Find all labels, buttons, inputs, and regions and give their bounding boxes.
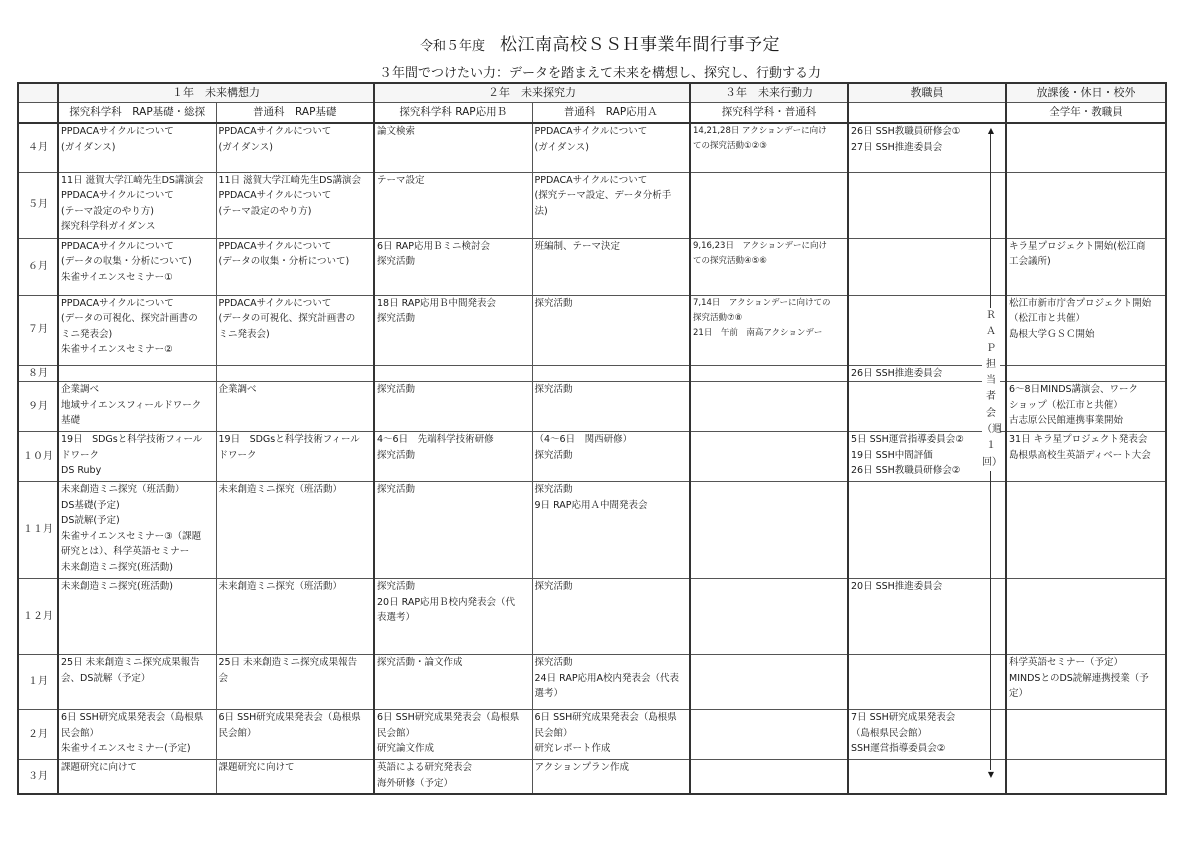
month-label: １２月 [18, 579, 58, 655]
cell-g2-science: 探究活動・論文作成 [374, 655, 532, 710]
cell-staff: 5日 SSH運営指導委員会② 19日 SSH中間評価 26日 SSH教職員研修会② [848, 432, 1006, 482]
cell-g1-general: 19日 SDGsと科学技術フィール ドワーク [216, 432, 374, 482]
header-grade3: ３年 未来行動力 [690, 83, 848, 102]
cell-g1-general [216, 365, 374, 382]
month-label: １１月 [18, 482, 58, 579]
cell-g1-science: 企業調べ 地域サイエンスフィールドワーク 基礎 [58, 382, 216, 432]
cell-g2-general: 探究活動 [532, 295, 690, 365]
page-title: 松江南高校ＳＳＨ事業年間行事予定 [500, 35, 781, 55]
month-label: ６月 [18, 238, 58, 295]
cell-g3: 9,16,23日 アクションデーに向け ての探究活動④⑤⑥ [690, 238, 848, 295]
month-label: ５月 [18, 172, 58, 238]
page-subtitle: ３年間でつけたい力：データを踏まえて未来を構想し、探究し、行動する力 [378, 66, 821, 81]
cell-g1-science: PPDACAサイクルについて (データの可視化、探究計画書の ミニ発表会) 朱雀サイエンスセミナー② [58, 295, 216, 365]
cell-after-school [1006, 760, 1166, 794]
month-label: ８月 [18, 365, 58, 382]
cell-after-school [1006, 172, 1166, 238]
cell-g3 [690, 579, 848, 655]
header-after-school: 放課後・休日・校外 [1006, 83, 1166, 102]
cell-g3: 14,21,28日 アクションデーに向け ての探究活動①②③ [690, 123, 848, 172]
cell-g3 [690, 365, 848, 382]
cell-g2-science: 探究活動 [374, 482, 532, 579]
cell-g1-science [58, 365, 216, 382]
cell-g2-general: 探究活動 9日 RAP応用Ａ中間発表会 [532, 482, 690, 579]
rap-meeting-span [982, 126, 1002, 779]
cell-g3 [690, 482, 848, 579]
cell-staff: 26日 SSH教職員研修会① 27日 SSH推進委員会 [848, 123, 1006, 172]
arrow-up-icon: ▲ [987, 126, 995, 135]
header-g2-science: 探究科学科 RAP応用Ｂ [374, 102, 532, 123]
header-row-courses [18, 102, 1166, 123]
header-grade1: １年 未来構想力 [58, 83, 374, 102]
cell-g1-general: 6日 SSH研究成果発表会（島根県 民会館） [216, 710, 374, 760]
cell-g3: 7,14日 アクションデーに向けての 探究活動⑦⑧ 21日 午前 南高アクションデー [690, 295, 848, 365]
cell-g2-science: 英語による研究発表会 海外研修（予定） [374, 760, 532, 794]
cell-g3 [690, 432, 848, 482]
cell-staff [848, 172, 1006, 238]
document-title-line [0, 30, 1200, 55]
cell-g1-science: 未来創造ミニ探究(班活動) [58, 579, 216, 655]
header-row-grades [18, 83, 1166, 102]
cell-g2-general: 探究活動 [532, 579, 690, 655]
cell-g2-science: 6日 RAP応用Ｂミニ検討会 探究活動 [374, 238, 532, 295]
header-g1-general: 普通科 RAP基礎 [216, 102, 374, 123]
month-label: １月 [18, 655, 58, 710]
cell-g1-general: PPDACAサイクルについて (データの可視化、探究計画書の ミニ発表会) [216, 295, 374, 365]
cell-g1-general: 未来創造ミニ探究（班活動） [216, 579, 374, 655]
cell-g2-science [374, 365, 532, 382]
month-label: ３月 [18, 760, 58, 794]
cell-g2-general: PPDACAサイクルについて (ガイダンス) [532, 123, 690, 172]
cell-g3 [690, 760, 848, 794]
month-label: ２月 [18, 710, 58, 760]
header-g2-general: 普通科 RAP応用Ａ [532, 102, 690, 123]
cell-after-school [1006, 123, 1166, 172]
cell-g2-general: アクションプラン作成 [532, 760, 690, 794]
cell-after-school [1006, 365, 1166, 382]
cell-g1-general: 11日 滋賀大学江崎先生DS講演会 PPDACAサイクルについて (テーマ設定のやり方) [216, 172, 374, 238]
cell-after-school: 31日 キラ星プロジェクト発表会 島根県高校生英語ディベート大会 [1006, 432, 1166, 482]
cell-g3 [690, 655, 848, 710]
cell-g2-general: 6日 SSH研究成果発表会（島根県 民会館） 研究レポート作成 [532, 710, 690, 760]
cell-g1-general: PPDACAサイクルについて (データの収集・分析について) [216, 238, 374, 295]
cell-g2-general: PPDACAサイクルについて (探究テーマ設定、データ分析手 法) [532, 172, 690, 238]
cell-after-school: 6～8日MINDS講演会、ワーク ショップ（松江市と共催） 古志原公民館連携事業開始 [1006, 382, 1166, 432]
corner-cell [18, 102, 58, 123]
header-g3-all: 探究科学科・普通科 [690, 102, 848, 123]
cell-g2-science: テーマ設定 [374, 172, 532, 238]
header-grade2: ２年 未来探究力 [374, 83, 690, 102]
cell-g2-science: 18日 RAP応用Ｂ中間発表会 探究活動 [374, 295, 532, 365]
arrow-down-icon: ▼ [987, 770, 995, 779]
cell-g1-science: 6日 SSH研究成果発表会（島根県 民会館） 朱雀サイエンスセミナー(予定) [58, 710, 216, 760]
cell-g2-general: （4～6日 関西研修） 探究活動 [532, 432, 690, 482]
cell-g1-general: 未来創造ミニ探究（班活動） [216, 482, 374, 579]
cell-g1-science: PPDACAサイクルについて (データの収集・分析について) 朱雀サイエンスセミナー① [58, 238, 216, 295]
cell-g2-general: 探究活動 24日 RAP応用A校内発表会（代表 選考） [532, 655, 690, 710]
cell-staff [848, 760, 1006, 794]
month-label: ４月 [18, 123, 58, 172]
cell-g3 [690, 710, 848, 760]
cell-staff [848, 482, 1006, 579]
cell-g3 [690, 382, 848, 432]
rap-meeting-label: ＲＡＰ担当者会（週１回） [982, 308, 1000, 471]
cell-staff: 20日 SSH推進委員会 [848, 579, 1006, 655]
cell-after-school [1006, 710, 1166, 760]
cell-g1-science: 19日 SDGsと科学技術フィール ドワーク DS Ruby [58, 432, 216, 482]
cell-g2-science: 4～6日 先端科学技術研修 探究活動 [374, 432, 532, 482]
cell-g1-science: 25日 未来創造ミニ探究成果報告 会、DS読解（予定） [58, 655, 216, 710]
cell-g1-general: 25日 未来創造ミニ探究成果報告 会 [216, 655, 374, 710]
cell-g2-general: 探究活動 [532, 382, 690, 432]
cell-g2-science: 探究活動 20日 RAP応用Ｂ校内発表会（代 表選考） [374, 579, 532, 655]
cell-staff [848, 238, 1006, 295]
cell-staff: 7日 SSH研究成果発表会 （島根県民会館） SSH運営指導委員会② [848, 710, 1006, 760]
cell-g3 [690, 172, 848, 238]
cell-g2-science: 6日 SSH研究成果発表会（島根県 民会館） 研究論文作成 [374, 710, 532, 760]
cell-staff [848, 655, 1006, 710]
cell-g1-general: PPDACAサイクルについて (ガイダンス) [216, 123, 374, 172]
cell-g2-general: 班編制、テーマ決定 [532, 238, 690, 295]
cell-g1-science: 11日 滋賀大学江崎先生DS講演会 PPDACAサイクルについて (テーマ設定のやり方) 探究科学科ガイダンス [58, 172, 216, 238]
month-label: １０月 [18, 432, 58, 482]
fiscal-year: 令和５年度 [419, 39, 485, 54]
header-after-sub: 全学年・教職員 [1006, 102, 1166, 123]
cell-g1-science: PPDACAサイクルについて (ガイダンス) [58, 123, 216, 172]
cell-g2-general [532, 365, 690, 382]
month-label: ７月 [18, 295, 58, 365]
cell-g2-science: 探究活動 [374, 382, 532, 432]
cell-g1-general: 企業調べ [216, 382, 374, 432]
month-label: ９月 [18, 382, 58, 432]
cell-after-school: 科学英語セミナー（予定） MINDSとのDS読解連携授業（予 定） [1006, 655, 1166, 710]
cell-after-school [1006, 482, 1166, 579]
cell-g1-science: 未来創造ミニ探究（班活動） DS基礎(予定) DS読解(予定) 朱雀サイエンスセミナー③（課題 研究とは）、科学英語セミナー 未来創造ミニ探究(班活動) [58, 482, 216, 579]
cell-after-school: 松江市新市庁舎プロジェクト開始 （松江市と共催） 島根大学ＧＳＣ開始 [1006, 295, 1166, 365]
header-g1-science: 探究科学科 RAP基礎・総探 [58, 102, 216, 123]
cell-g1-science: 課題研究に向けて [58, 760, 216, 794]
header-staff: 教職員 [848, 83, 1006, 102]
cell-staff: 26日 SSH推進委員会 [848, 365, 1006, 382]
cell-g2-science: 論文検索 [374, 123, 532, 172]
cell-after-school: キラ星プロジェクト開始(松江商 工会議所) [1006, 238, 1166, 295]
cell-after-school [1006, 579, 1166, 655]
corner-cell [18, 83, 58, 102]
header-staff-sub [848, 102, 1006, 123]
cell-g1-general: 課題研究に向けて [216, 760, 374, 794]
